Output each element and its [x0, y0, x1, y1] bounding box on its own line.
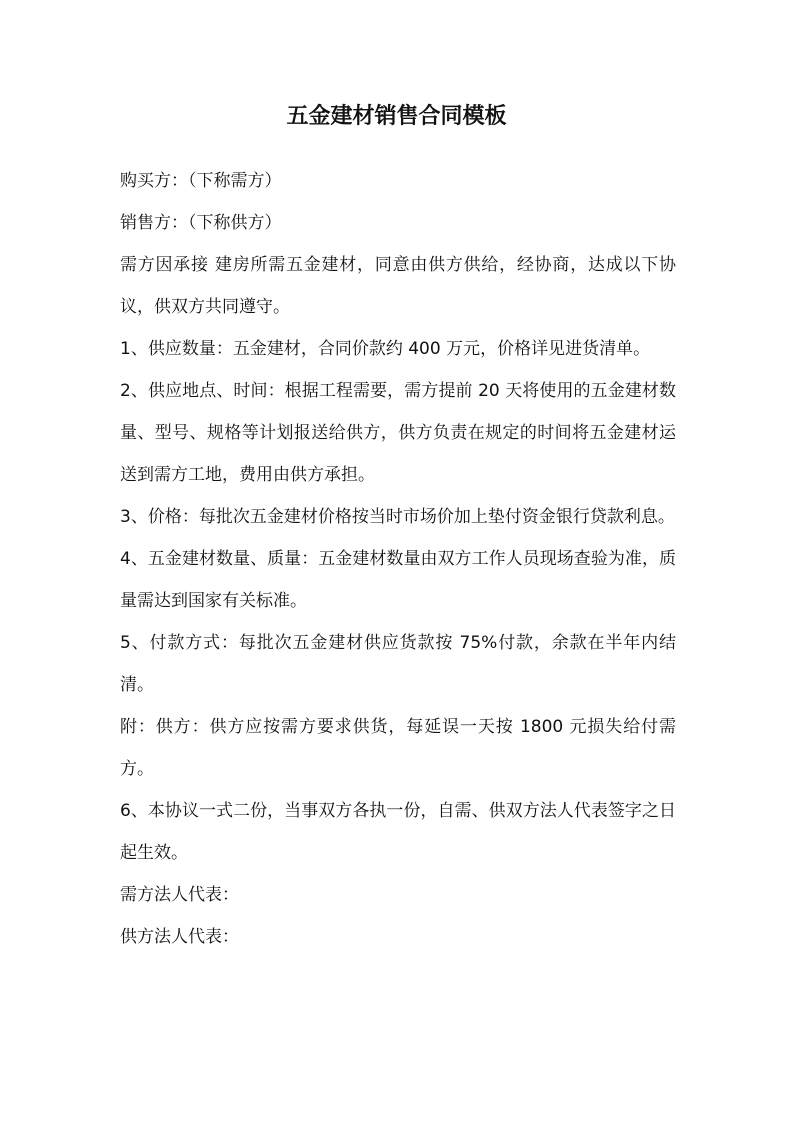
seller-line: 销售方：（下称供方）: [120, 213, 282, 233]
clause-5-payment: 5、付款方式：每批次五金建材供应货款按 75%付款，余款在半年内结清。: [120, 633, 676, 695]
preamble-paragraph: 需方因承接 建房所需五金建材，同意由供方供给，经协商，达成以下协议，供双方共同遵守。: [120, 255, 676, 317]
clause-1-quantity: 1、供应数量：五金建材，合同价款约 400 万元，价格详见进货清单。: [120, 339, 651, 359]
clause-3-price: 3、价格：每批次五金建材价格按当时市场价加上垫付资金银行贷款利息。: [120, 507, 675, 527]
clause-2-location-time: 2、供应地点、时间：根据工程需要，需方提前 20 天将使用的五金建材数量、型号、规格等计划报送给供方，供方负责在规定的时间将五金建材运送到需方工地，费用由供方承担。: [120, 381, 676, 485]
buyer-representative-line: 需方法人代表：: [120, 885, 239, 905]
appendix-penalty: 附：供方：供方应按需方要求供货，每延误一天按 1800 元损失给付需方。: [120, 717, 676, 779]
buyer-line: 购买方：（下称需方）: [120, 171, 282, 191]
document-body: [120, 160, 676, 958]
document-title: 五金建材销售合同模板: [286, 104, 507, 129]
clause-4-quality: 4、五金建材数量、质量：五金建材数量由双方工作人员现场查验为准，质量需达到国家有关标准。: [120, 549, 676, 611]
seller-representative-line: 供方法人代表：: [120, 927, 239, 947]
clause-6-effect: 6、本协议一式二份，当事双方各执一份，自需、供双方法人代表签字之日起生效。: [120, 801, 676, 863]
